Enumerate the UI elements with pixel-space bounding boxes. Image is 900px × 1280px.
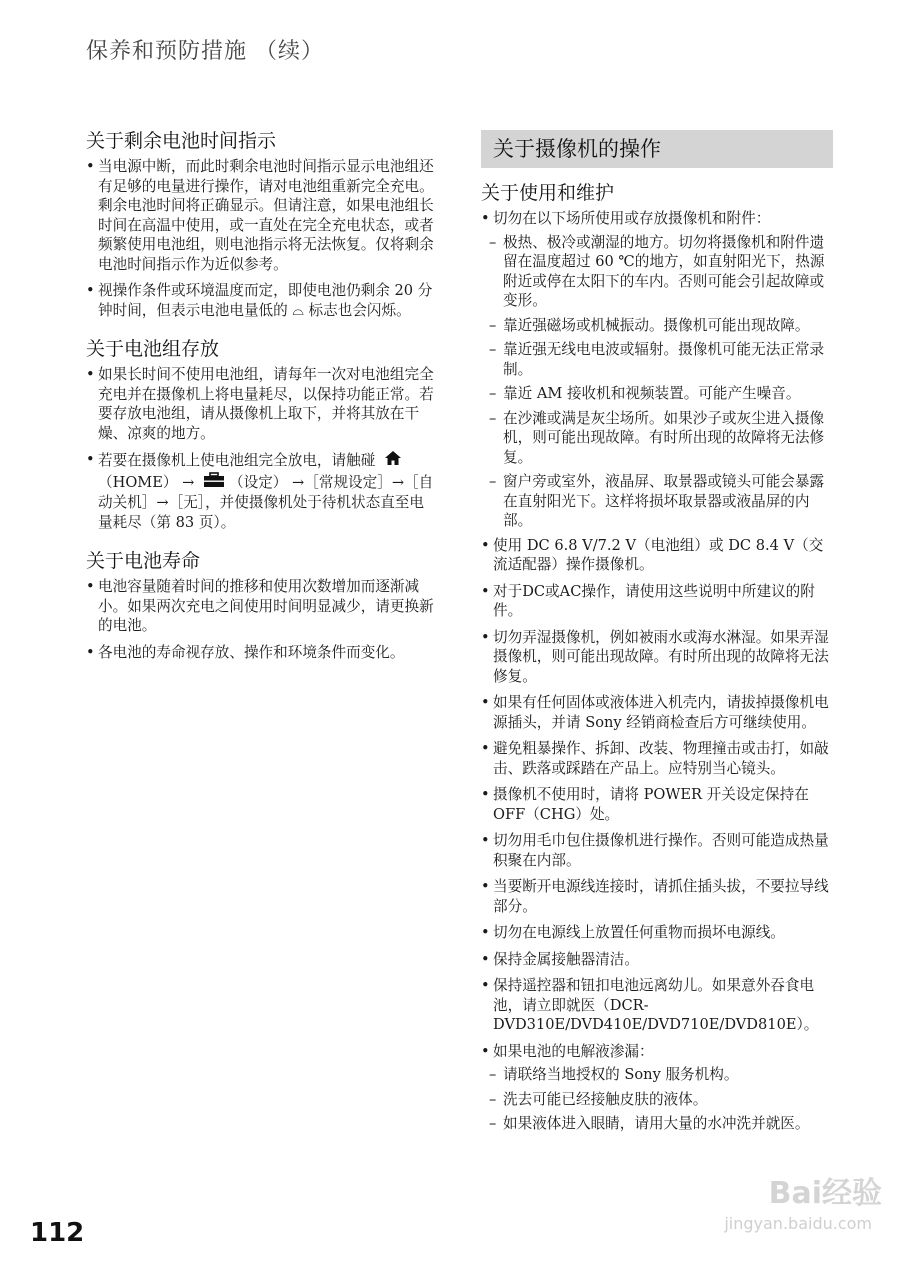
page-number: 112 xyxy=(30,1218,85,1248)
list-item: • 切勿在以下场所使用或存放摄像机和附件： xyxy=(481,209,833,229)
use-maintenance-list xyxy=(481,209,833,1134)
storage-step-text: 若要在摄像机上使电池组完全放电，请触碰 xyxy=(98,451,376,469)
settings-label: （设定） xyxy=(229,473,288,491)
dash-item: – 靠近强磁场或机械振动。摄像机可能出现故障。 xyxy=(481,316,833,336)
list-item: • 各电池的寿命视存放、操作和环境条件而变化。 xyxy=(86,643,436,663)
home-label: （HOME） xyxy=(98,473,178,491)
list-item: • 视操作条件或环境温度而定，即使电池仍剩余 20 分钟时间，但表示电池电量低的 ⌓ 标志也会闪烁。 xyxy=(86,281,436,320)
list-item: • 当电源中断，而此时剩余电池时间指示显示电池组还有足够的电量进行操作，请对电池组重新完全充电。剩余电池时间将正确显示。但请注意，如果电池组长时间在高温中使用，或一直处在完全充电状态，或者频繁使用电池组，则电池指示将无法恢复。仅将剩余电池时间指示作为近似参考。 xyxy=(86,157,436,274)
right-column xyxy=(481,130,833,1139)
list-item: • 当要断开电源线连接时，请抓住插头拔，不要拉导线部分。 xyxy=(481,877,833,916)
watermark-url: jingyan.baidu.com xyxy=(724,1214,872,1233)
page-header-title: 保养和预防措施 （续） xyxy=(86,39,324,64)
battery-storage-list xyxy=(86,365,436,532)
list-item: • 保持金属接触器清洁。 xyxy=(481,950,833,970)
battery-indicator-heading: 关于剩余电池时间指示 xyxy=(86,130,277,152)
list-item: • 使用 DC 6.8 V/7.2 V（电池组）或 DC 8.4 V（交流适配器）操作摄像机。 xyxy=(481,536,833,575)
battery-indicator-list xyxy=(86,157,436,320)
list-item: • 切勿在电源线上放置任何重物而损坏电源线。 xyxy=(481,923,833,943)
dash-item: – 在沙滩或满是灰尘场所。如果沙子或灰尘进入摄像机，则可能出现故障。有时所出现的故障将无法修复。 xyxy=(481,409,833,468)
battery-life-list xyxy=(86,577,436,662)
list-item: • 对于DC或AC操作，请使用这些说明中所建议的附件。 xyxy=(481,582,833,621)
list-item: • 如果有任何固体或液体进入机壳内，请拔掉摄像机电源插头，并请 Sony 经销商检查后方可继续使用。 xyxy=(481,693,833,732)
dash-item: – 靠近 AM 接收机和视频装置。可能产生噪音。 xyxy=(481,384,833,404)
battery-life-heading: 关于电池寿命 xyxy=(86,550,201,572)
dash-item: – 极热、极冷或潮湿的地方。切勿将摄像机和附件遗留在温度超过 60 ℃的地方，如直射阳光下，热源附近或停在太阳下的车内。否则可能会引起故障或变形。 xyxy=(481,233,833,311)
list-item: • 如果电池的电解液渗漏： xyxy=(481,1042,833,1062)
home-icon xyxy=(384,450,402,472)
list-item: • 电池容量随着时间的推移和使用次数增加而逐渐减小。如果两次充电之间使用时间明显减少，请更换新的电池。 xyxy=(86,577,436,636)
dash-item: – 窗户旁或室外，液晶屏、取景器或镜头可能会暴露在直射阳光下。这样将损坏取景器或液晶屏的内部。 xyxy=(481,472,833,531)
use-maintenance-heading: 关于使用和维护 xyxy=(481,182,615,204)
section-title-bar: 关于摄像机的操作 xyxy=(481,130,833,168)
list-item: • 切勿弄湿摄像机，例如被雨水或海水淋湿。如果弄湿摄像机，则可能出现故障。有时所出现的故障将无法修复。 xyxy=(481,628,833,687)
dash-item: – 靠近强无线电电波或辐射。摄像机可能无法正常录制。 xyxy=(481,340,833,379)
watermark-logo: Bai经验 xyxy=(768,1176,882,1211)
list-item xyxy=(86,450,436,532)
left-column xyxy=(86,126,436,669)
list-item: • 避免粗暴操作、拆卸、改装、物理撞击或击打，如敲击、跌落或踩踏在产品上。应特别当心镜头。 xyxy=(481,739,833,778)
toolbox-icon xyxy=(203,472,225,494)
dash-item: – 请联络当地授权的 Sony 服务机构。 xyxy=(481,1065,833,1085)
list-item: • 如果长时间不使用电池组，请每年一次对电池组完全充电并在摄像机上将电量耗尽，以保持功能正常。若要存放电池组，请从摄像机上取下，并将其放在干燥、凉爽的地方。 xyxy=(86,365,436,443)
arrow-text: → xyxy=(177,473,199,491)
dash-item: – 如果液体进入眼睛，请用大量的水冲洗并就医。 xyxy=(481,1114,833,1134)
dash-item: – 洗去可能已经接触皮肤的液体。 xyxy=(481,1090,833,1110)
storage-step-text-2: →［常规设定］→［自动关机］→［无］，并使摄像机处于待机状态直至电量耗尽（第 83 页）。 xyxy=(98,473,434,531)
list-item: • 切勿用毛巾包住摄像机进行操作。否则可能造成热量积聚在内部。 xyxy=(481,831,833,870)
list-item: • 摄像机不使用时，请将 POWER 开关设定保持在 OFF（CHG）处。 xyxy=(481,785,833,824)
list-item: • 保持遥控器和钮扣电池远离幼儿。如果意外吞食电池，请立即就医（DCR-DVD310E/DVD410E/DVD710E/DVD810E）。 xyxy=(481,976,833,1035)
battery-storage-heading: 关于电池组存放 xyxy=(86,338,220,360)
